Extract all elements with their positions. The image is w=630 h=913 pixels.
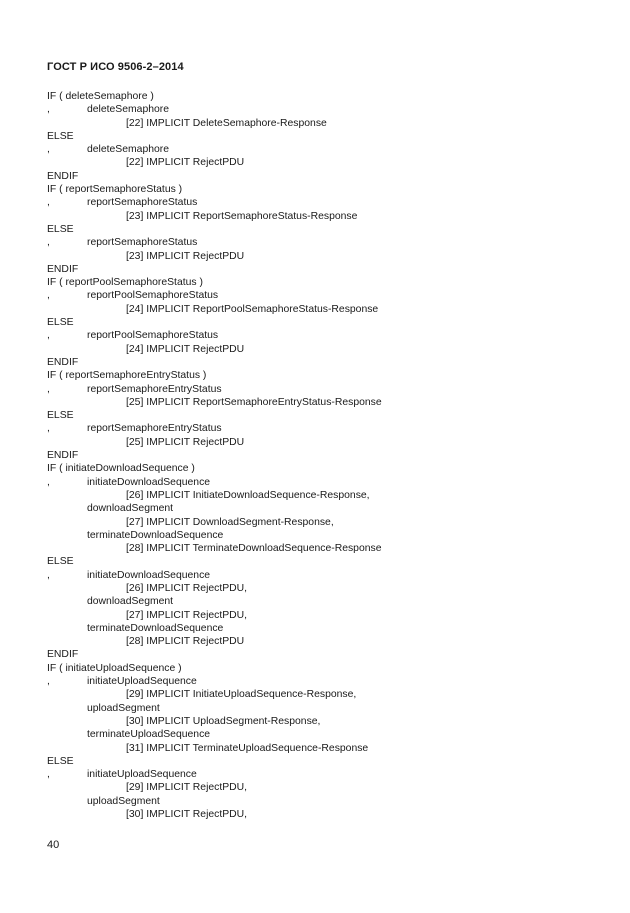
code-line-text: [31] IMPLICIT TerminateUploadSequence-Response (126, 742, 369, 754)
code-line-text: IF ( reportSemaphoreStatus ) (47, 184, 183, 196)
code-line-comma: , (47, 290, 50, 302)
code-line-text: reportPoolSemaphoreStatus (87, 290, 219, 302)
code-line-text: reportSemaphoreEntryStatus (87, 423, 222, 435)
code-line-text: downloadSegment (87, 503, 174, 515)
code-line-text: ELSE (47, 130, 74, 142)
code-line-text: [22] IMPLICIT DeleteSemaphore-Response (126, 117, 327, 129)
code-line-text: ELSE (47, 556, 74, 568)
code-line-text: reportSemaphoreStatus (87, 237, 198, 249)
code-line-text: initiateUploadSequence (87, 676, 197, 688)
code-line-text: [24] IMPLICIT ReportPoolSemaphoreStatus-Response (126, 303, 379, 315)
code-line-text: IF ( reportSemaphoreEntryStatus ) (47, 370, 207, 382)
code-line-text: [24] IMPLICIT RejectPDU (126, 343, 245, 355)
code-line-comma: , (47, 330, 50, 342)
code-line-text: uploadSegment (87, 702, 160, 714)
code-line-text: [29] IMPLICIT RejectPDU, (126, 782, 248, 794)
code-line-text: initiateUploadSequence (87, 769, 197, 781)
code-line-text: [27] IMPLICIT DownloadSegment-Response, (126, 516, 334, 528)
code-line-text: [29] IMPLICIT InitiateUploadSequence-Response, (126, 689, 357, 701)
code-line-comma: , (47, 383, 50, 395)
code-line-text: ELSE (47, 223, 74, 235)
code-line-comma: , (47, 104, 50, 116)
code-line-text: IF ( initiateUploadSequence ) (47, 662, 182, 674)
code-line-text: [27] IMPLICIT RejectPDU, (126, 609, 248, 621)
code-line-text: terminateUploadSequence (87, 729, 211, 741)
code-line-text: [28] IMPLICIT RejectPDU (126, 636, 245, 648)
code-line-text: ELSE (47, 755, 74, 767)
code-line-text: uploadSegment (87, 795, 160, 807)
code-line-text: [25] IMPLICIT ReportSemaphoreEntryStatus-Response (126, 396, 382, 408)
code-line-text: terminateDownloadSequence (87, 529, 224, 541)
code-line-text: deleteSemaphore (87, 104, 170, 116)
code-line-text: IF ( initiateDownloadSequence ) (47, 463, 195, 475)
code-line-text: ELSE (47, 317, 74, 329)
code-line-text: deleteSemaphore (87, 144, 170, 156)
code-line-comma: , (47, 676, 50, 688)
code-line-text: [26] IMPLICIT RejectPDU, (126, 582, 248, 594)
code-line-text: ENDIF (47, 649, 79, 661)
code-line-text: [30] IMPLICIT UploadSegment-Response, (126, 715, 321, 727)
code-line-text: terminateDownloadSequence (87, 622, 224, 634)
code-line-text: initiateDownloadSequence (87, 569, 211, 581)
code-line-text: IF ( reportPoolSemaphoreStatus ) (47, 277, 203, 289)
code-line-comma: , (47, 569, 50, 581)
code-line-text: ENDIF (47, 450, 79, 462)
code-line-text: [23] IMPLICIT ReportSemaphoreStatus-Response (126, 210, 358, 222)
code-line-text: reportSemaphoreStatus (87, 197, 198, 209)
code-line-comma: , (47, 476, 50, 488)
code-line-text: [22] IMPLICIT RejectPDU (126, 157, 245, 169)
page-number: 40 (47, 839, 60, 851)
code-line-comma: , (47, 769, 50, 781)
code-line-text: [28] IMPLICIT TerminateDownloadSequence-Response (126, 543, 382, 555)
code-line-text: downloadSegment (87, 596, 174, 608)
code-line-text: [25] IMPLICIT RejectPDU (126, 436, 245, 448)
code-line-comma: , (47, 197, 50, 209)
code-line-text: reportPoolSemaphoreStatus (87, 330, 219, 342)
page-header: ГОСТ Р ИСО 9506-2–2014 (47, 61, 184, 73)
code-line-comma: , (47, 423, 50, 435)
code-line-text: ENDIF (47, 356, 79, 368)
code-line-text: initiateDownloadSequence (87, 476, 211, 488)
code-line-comma: , (47, 237, 50, 249)
code-line-text: IF ( deleteSemaphore ) (47, 91, 154, 102)
code-line-text: ENDIF (47, 170, 79, 182)
code-line-text: ENDIF (47, 263, 79, 275)
code-line-text: ELSE (47, 410, 74, 422)
code-line-text: [30] IMPLICIT RejectPDU, (126, 809, 248, 821)
code-line-comma: , (47, 144, 50, 156)
code-line-text: [26] IMPLICIT InitiateDownloadSequence-Response, (126, 489, 370, 501)
code-line-text: [23] IMPLICIT RejectPDU (126, 250, 245, 262)
code-line-text: reportSemaphoreEntryStatus (87, 383, 222, 395)
